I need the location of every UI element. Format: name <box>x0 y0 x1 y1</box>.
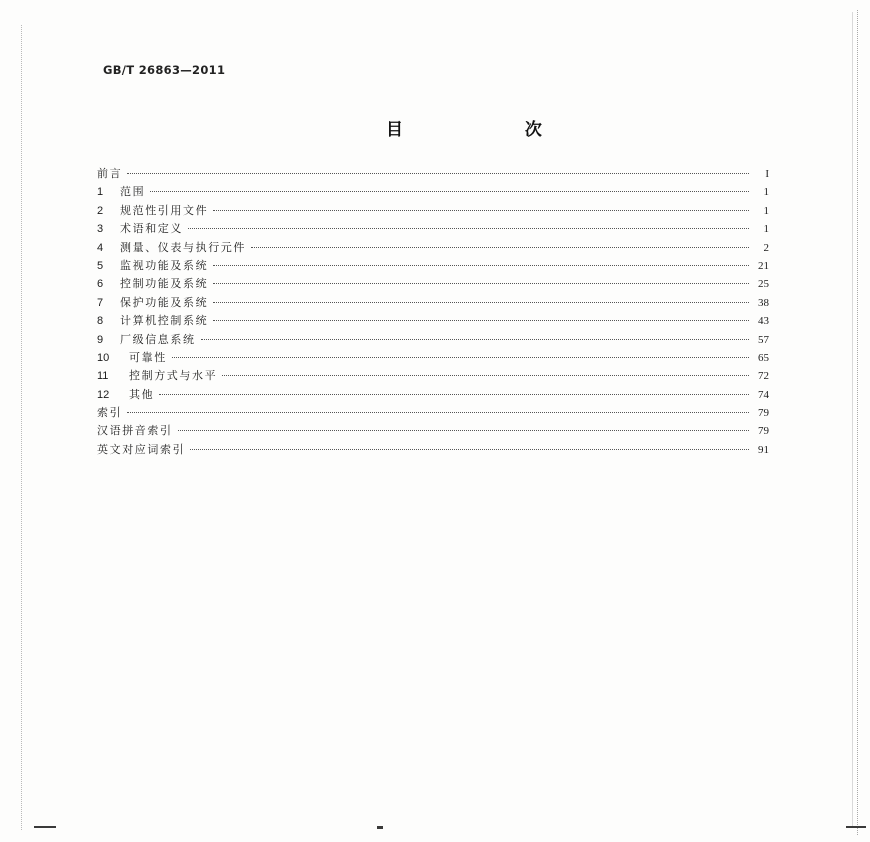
toc-entry-label: 控制方式与水平 <box>129 369 218 383</box>
toc-dot-leader <box>190 449 749 450</box>
toc-entry-page: 38 <box>758 296 769 309</box>
page-title: 目 次 <box>386 120 600 140</box>
toc-entry-number: 5 <box>97 259 104 272</box>
toc-entry-number: 8 <box>97 315 104 328</box>
toc-entry-page: 25 <box>758 278 769 291</box>
toc-entry-page: 1 <box>763 204 769 217</box>
toc-entry-label: 汉语拼音索引 <box>97 424 173 438</box>
toc-entry-page: 57 <box>758 333 769 346</box>
toc-entry[interactable] <box>97 331 769 349</box>
toc-entry-label: 控制功能及系统 <box>120 277 209 291</box>
toc-entry[interactable] <box>97 349 769 367</box>
toc-entry-number: 10 <box>97 351 110 364</box>
toc-entry[interactable] <box>97 441 769 459</box>
toc-entry-page: 79 <box>758 425 769 438</box>
toc-entry-label: 前言 <box>97 167 123 180</box>
toc-entry[interactable] <box>97 239 769 257</box>
toc-entry-label: 索引 <box>97 406 123 420</box>
toc-dot-leader <box>127 412 749 413</box>
toc-entry[interactable] <box>97 312 769 330</box>
toc-entry[interactable] <box>97 257 769 275</box>
toc-entry-page: I <box>765 168 769 180</box>
toc-entry-page: 65 <box>758 351 769 364</box>
toc-entry-label: 厂级信息系统 <box>120 332 196 346</box>
toc-dot-leader <box>127 173 749 174</box>
toc-dot-leader <box>251 247 749 248</box>
toc-entry-label: 范围 <box>120 185 146 199</box>
toc-entry-page: 74 <box>758 388 769 401</box>
toc-dot-leader <box>213 265 749 266</box>
toc-entry-label: 测量、仪表与执行元件 <box>120 240 246 254</box>
toc-entry-number: 6 <box>97 278 104 291</box>
toc-dot-leader <box>222 375 749 376</box>
table-of-contents <box>97 165 769 459</box>
scan-edge-left <box>21 25 22 830</box>
toc-entry[interactable] <box>97 183 769 201</box>
toc-entry-label: 规范性引用文件 <box>120 203 209 217</box>
standard-code: GB/T 26863—2011 <box>103 63 226 77</box>
toc-dot-leader <box>150 191 749 192</box>
toc-dot-leader <box>213 302 749 303</box>
toc-dot-leader <box>188 228 749 229</box>
toc-entry-number: 7 <box>97 296 104 309</box>
toc-entry-number: 9 <box>97 333 104 346</box>
toc-entry[interactable] <box>97 367 769 385</box>
toc-entry-label: 计算机控制系统 <box>120 314 209 328</box>
toc-dot-leader <box>172 357 749 358</box>
toc-dot-leader <box>159 394 749 395</box>
scan-mark-bottom-right <box>846 826 866 828</box>
toc-entry-page: 1 <box>763 223 769 236</box>
toc-entry-label: 其他 <box>129 387 155 401</box>
toc-entry-label: 英文对应词索引 <box>97 442 186 456</box>
toc-entry-label: 保护功能及系统 <box>120 295 209 309</box>
toc-entry-number: 3 <box>97 223 104 236</box>
scan-edge-right-inner <box>852 12 853 827</box>
toc-entry[interactable] <box>97 386 769 404</box>
toc-entry-number: 1 <box>97 186 104 199</box>
toc-dot-leader <box>213 320 749 321</box>
toc-entry-page: 2 <box>763 241 769 254</box>
toc-entry-label: 可靠性 <box>129 350 167 364</box>
toc-entry[interactable] <box>97 220 769 238</box>
toc-dot-leader <box>178 430 749 431</box>
toc-entry[interactable] <box>97 165 769 183</box>
toc-dot-leader <box>213 210 749 211</box>
toc-entry[interactable] <box>97 404 769 422</box>
toc-dot-leader <box>213 283 749 284</box>
toc-entry[interactable] <box>97 202 769 220</box>
toc-entry-page: 1 <box>763 186 769 199</box>
scan-mark-bottom-left <box>34 826 56 828</box>
toc-dot-leader <box>201 339 749 340</box>
scan-edge-right <box>857 10 858 835</box>
toc-entry-label: 监视功能及系统 <box>120 258 209 272</box>
toc-entry-page: 72 <box>758 370 769 383</box>
toc-entry-number: 11 <box>97 370 109 383</box>
toc-entry-page: 91 <box>758 443 769 456</box>
toc-entry[interactable] <box>97 275 769 293</box>
toc-entry[interactable] <box>97 422 769 440</box>
toc-entry-page: 79 <box>758 407 769 420</box>
toc-entry-number: 12 <box>97 388 110 401</box>
toc-entry-number: 2 <box>97 204 104 217</box>
toc-entry-page: 43 <box>758 315 769 328</box>
toc-entry-number: 4 <box>97 241 104 254</box>
scan-mark-bottom-middle <box>377 826 383 829</box>
toc-entry-page: 21 <box>758 259 769 272</box>
toc-entry-label: 术语和定义 <box>120 222 183 236</box>
toc-entry[interactable] <box>97 294 769 312</box>
